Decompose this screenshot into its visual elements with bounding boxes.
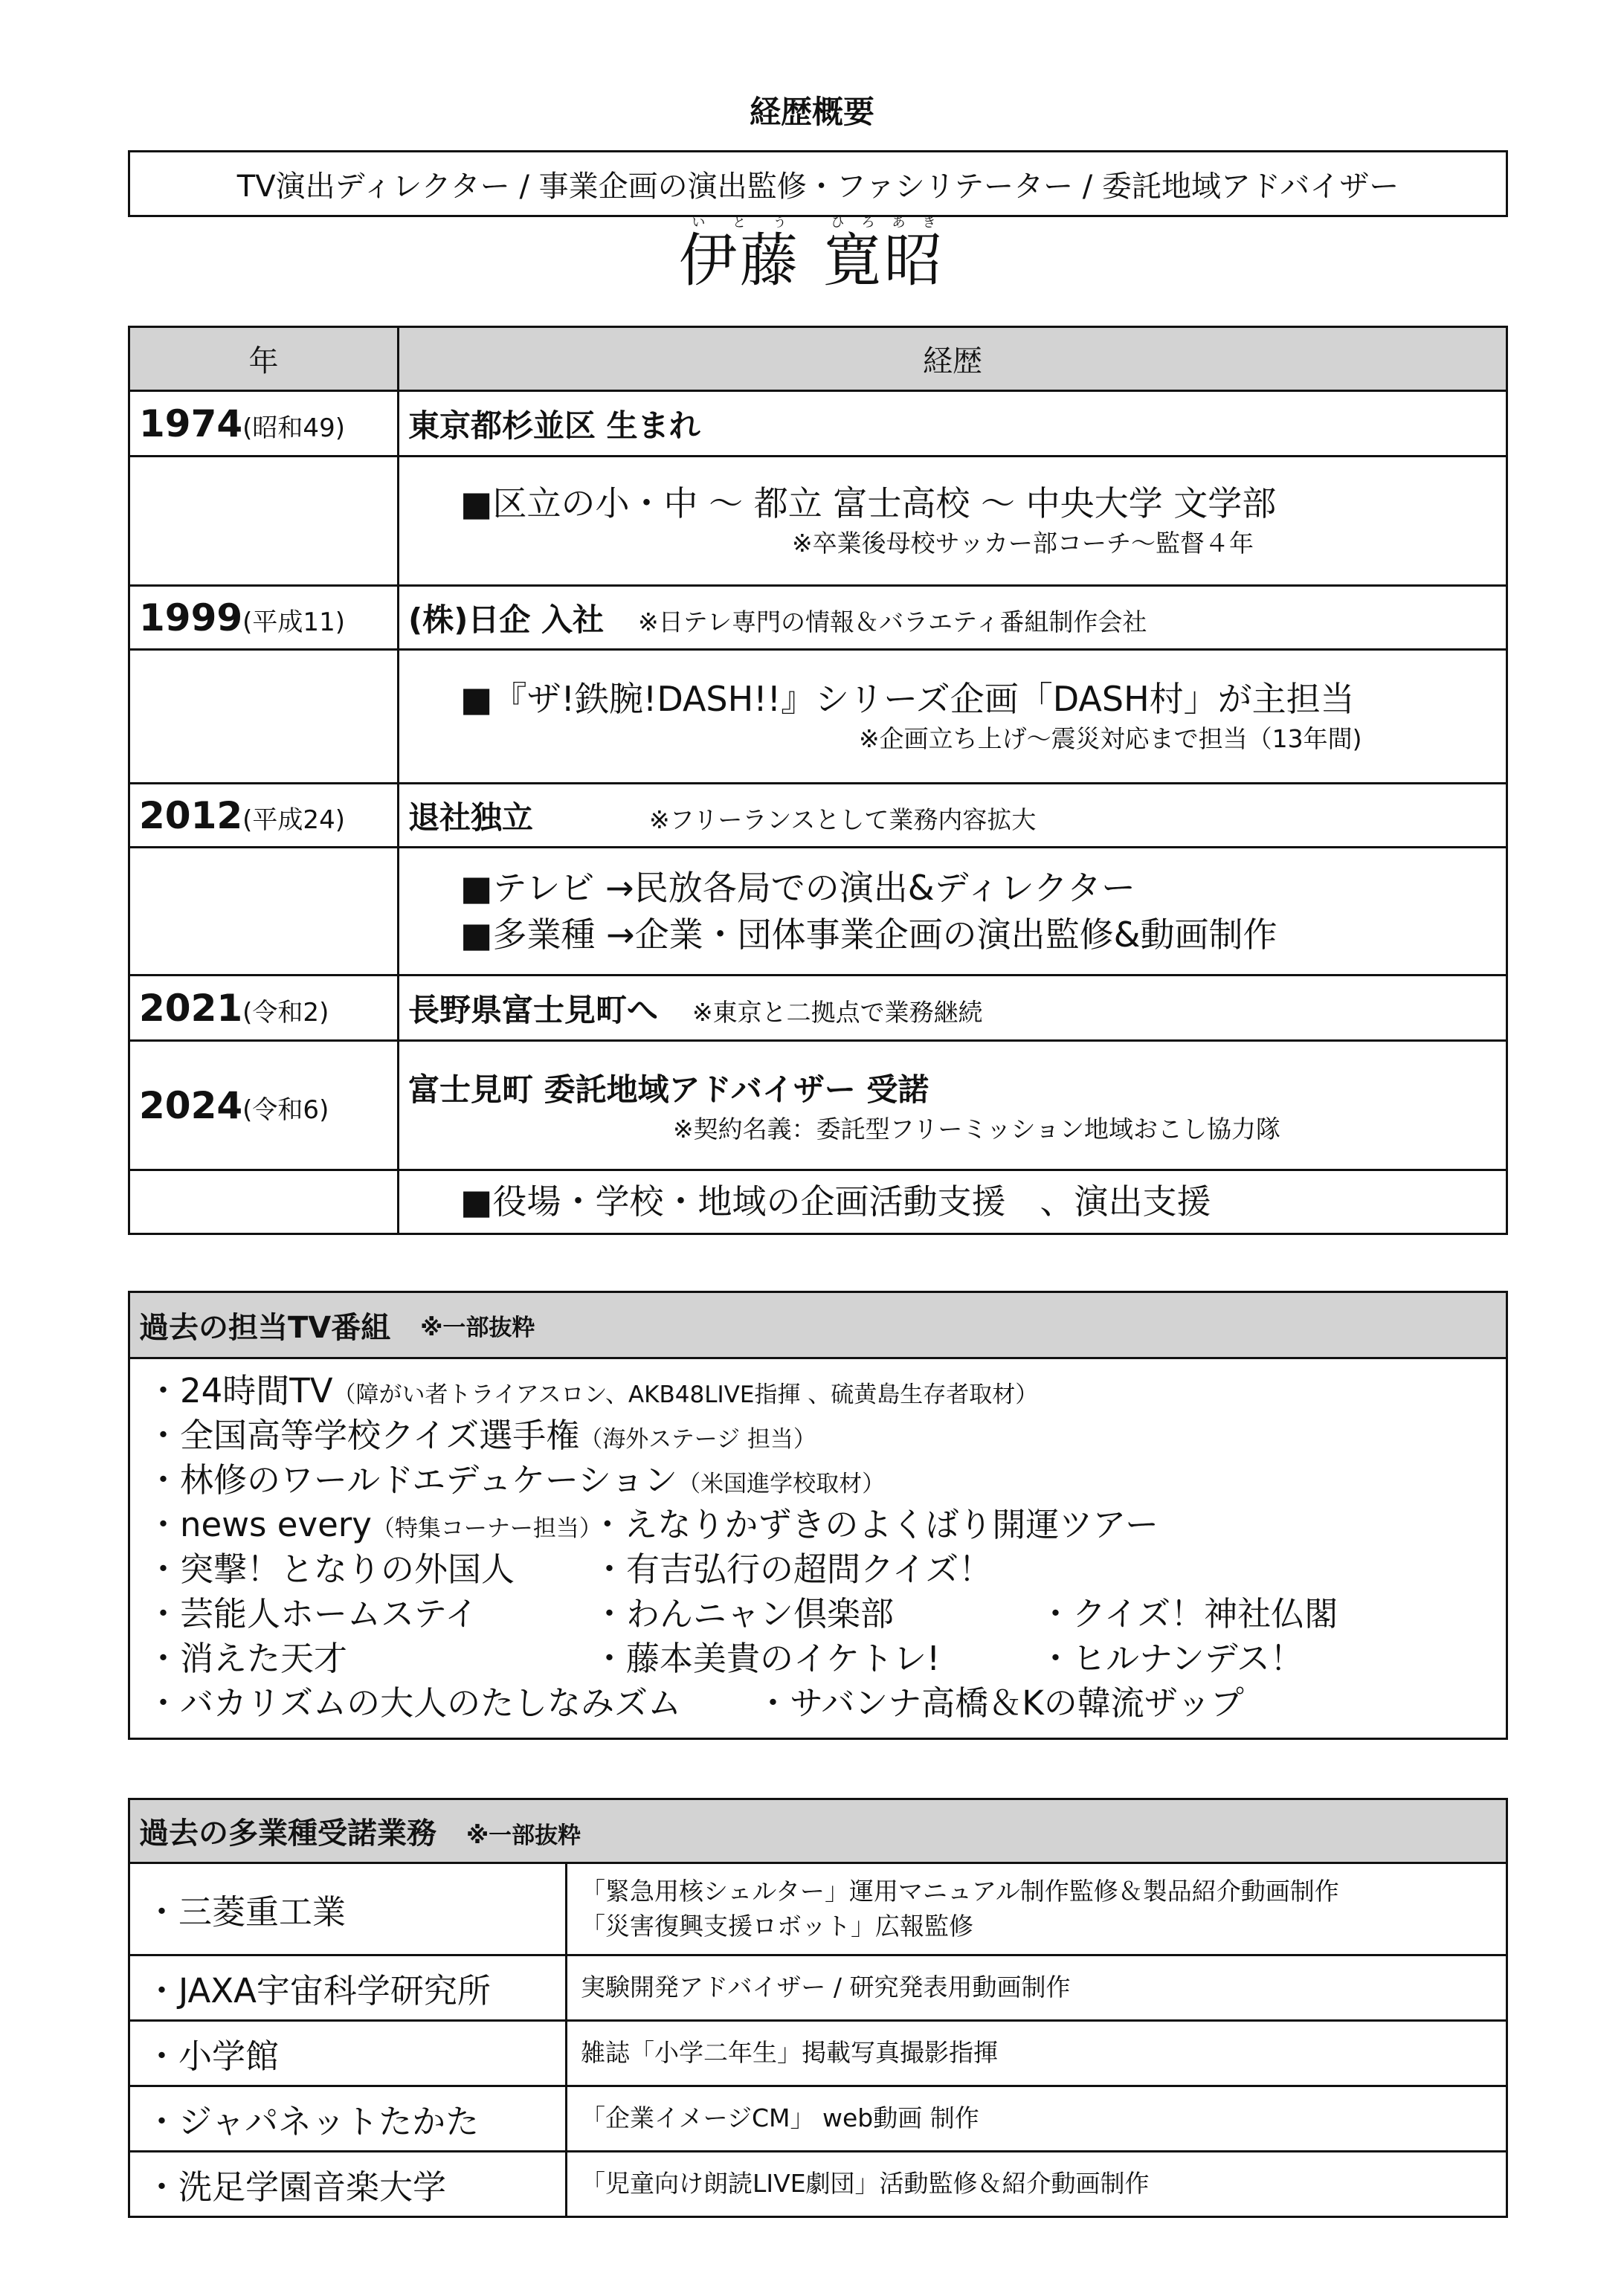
program-line: ・消えた天才 ・藤本美貴のイケトレ! ・ヒルナンデス！ (146, 1639, 1304, 1678)
job-client: ・三菱重工業 (129, 1863, 567, 1955)
year-cell: 2024(令和6) (129, 1041, 399, 1170)
entry-note: ※日テレ専門の情報＆バラエティ番組制作会社 (638, 607, 1147, 636)
career-detail-row (129, 848, 1507, 976)
year-cell: 1999(平成11) (129, 586, 399, 650)
career-detail (399, 650, 1507, 784)
detail-note: ※卒業後母校サッカー部コーチ～監督４年 (792, 529, 1254, 558)
year-cell: 2021(令和2) (129, 976, 399, 1041)
year-cell: 1974(昭和49) (129, 391, 399, 457)
career-row (129, 391, 1507, 457)
detail-line: ■『ザ!鉄腕!DASH!!』シリーズ企画「DASH村」が主担当 (460, 679, 1355, 720)
empty-year-cell (129, 650, 399, 784)
career-entry: 退社独立 ※フリーランスとして業務内容拡大 (399, 784, 1507, 848)
empty-year-cell (129, 848, 399, 976)
career-detail (399, 1170, 1507, 1234)
jobs-header-row (129, 1799, 1507, 1863)
tv-programs-heading: 過去の担当TV番組 ※一部抜粋 (130, 1293, 1506, 1359)
job-description: 実験開発アドバイザー / 研究発表用動画制作 (567, 1955, 1507, 2021)
job-description: 「企業イメージCM」 web動画 制作 (567, 2086, 1507, 2152)
career-row (129, 1041, 1507, 1170)
empty-year-cell (129, 1170, 399, 1234)
program-line: ・バカリズムの大人のたしなみズム ・サバンナ高橋＆Kの韓流ザップ (146, 1683, 1244, 1723)
heading-note: ※一部抜粋 (466, 1822, 581, 1849)
family-name: 伊藤いとう (678, 215, 801, 294)
roles-box (128, 150, 1508, 217)
entry-note: ※東京と二拠点で業務継続 (692, 997, 983, 1027)
family-name-ruby: いとう (678, 215, 801, 230)
job-client: ・JAXA宇宙科学研究所 (129, 1955, 567, 2021)
program-line: ・突撃！となりの外国人 ・有吉弘行の超問クイズ！ (146, 1550, 993, 1589)
heading-note: ※一部抜粋 (420, 1314, 535, 1341)
document-title: 経歴概要 (749, 94, 874, 130)
career-entry: (株)日企 入社 ※日テレ専門の情報＆バラエティ番組制作会社 (399, 586, 1507, 650)
detail-note: ※企画立ち上げ～震災対応まで担当（13年間) (859, 724, 1362, 754)
job-row (129, 2086, 1507, 2152)
career-detail-row (129, 650, 1507, 784)
career-header-row (129, 327, 1507, 391)
detail-line: ■テレビ →民放各局での演出&ディレクター (460, 868, 1136, 909)
tv-programs-box (128, 1291, 1508, 1740)
program-line: ・news every（特集コーナー担当）・えなりかずきのよくばり開運ツアー (146, 1505, 1159, 1544)
entry-note: ※契約名義：委託型フリーミッション地域おこし協力隊 (673, 1115, 1281, 1144)
person-name (0, 214, 1624, 297)
job-row (129, 2152, 1507, 2217)
career-entry: 富士見町 委託地域アドバイザー 受諾 ※契約名義：委託型フリーミッション地域おこし協力隊 (399, 1041, 1507, 1170)
job-client: ・ジャパネットたかた (129, 2086, 567, 2152)
year-cell: 2012(平成24) (129, 784, 399, 848)
program-line: ・全国高等学校クイズ選手権（海外ステージ 担当） (146, 1416, 816, 1455)
career-detail-row (129, 457, 1507, 586)
detail-line: ■区立の小・中 ～ 都立 富士高校 ～ 中央大学 文学部 (460, 483, 1277, 524)
program-line: ・芸能人ホームステイ ・わんニャン倶楽部 ・クイズ！神社仏閣 (146, 1594, 1338, 1634)
career-entry: 東京都杉並区 生まれ (399, 391, 1507, 457)
program-line: ・林修のワールドエデュケーション（米国進学校取材） (146, 1460, 886, 1500)
job-description: 雑誌「小学二年生」掲載写真撮影指揮 (567, 2021, 1507, 2086)
detail-line: ■多業種 →企業・団体事業企画の演出監修&動画制作 (460, 914, 1277, 955)
history-header: 経歴 (399, 327, 1507, 391)
career-row (129, 586, 1507, 650)
job-description: 「緊急用核シェルター」運用マニュアル制作監修＆製品紹介動画制作 「災害復興支援ロボット」広報監修 (567, 1863, 1507, 1955)
job-client: ・小学館 (129, 2021, 567, 2086)
career-row (129, 784, 1507, 848)
given-name: 寛昭ひろあき (823, 215, 946, 294)
career-entry: 長野県富士見町へ ※東京と二拠点で業務継続 (399, 976, 1507, 1041)
year-header: 年 (129, 327, 399, 391)
empty-year-cell (129, 457, 399, 586)
detail-line: ■役場・学校・地域の企画活動支援 、演出支援 (460, 1181, 1211, 1222)
career-detail (399, 848, 1507, 976)
program-line: ・24時間TV（障がい者トライアスロン、AKB48LIVE指揮 、硫黄島生存者取材） (146, 1371, 1039, 1410)
job-description: 「児童向け朗読LIVE劇団」活動監修＆紹介動画制作 (567, 2152, 1507, 2217)
career-detail-row (129, 1170, 1507, 1234)
jobs-heading: 過去の多業種受諾業務 ※一部抜粋 (129, 1799, 1507, 1863)
jobs-table (128, 1798, 1508, 2218)
tv-program-list (130, 1359, 1506, 1740)
job-row (129, 2021, 1507, 2086)
job-client: ・洗足学園音楽大学 (129, 2152, 567, 2217)
career-table (128, 326, 1508, 1235)
given-name-ruby: ひろあき (823, 215, 946, 230)
entry-note: ※フリーランスとして業務内容拡大 (649, 804, 1037, 834)
job-row (129, 1955, 1507, 2021)
career-row (129, 976, 1507, 1041)
job-row (129, 1863, 1507, 1955)
career-detail (399, 457, 1507, 586)
roles-text: TV演出ディレクター / 事業企画の演出監修・ファシリテーター / 委託地域アドバイザー (236, 169, 1399, 204)
